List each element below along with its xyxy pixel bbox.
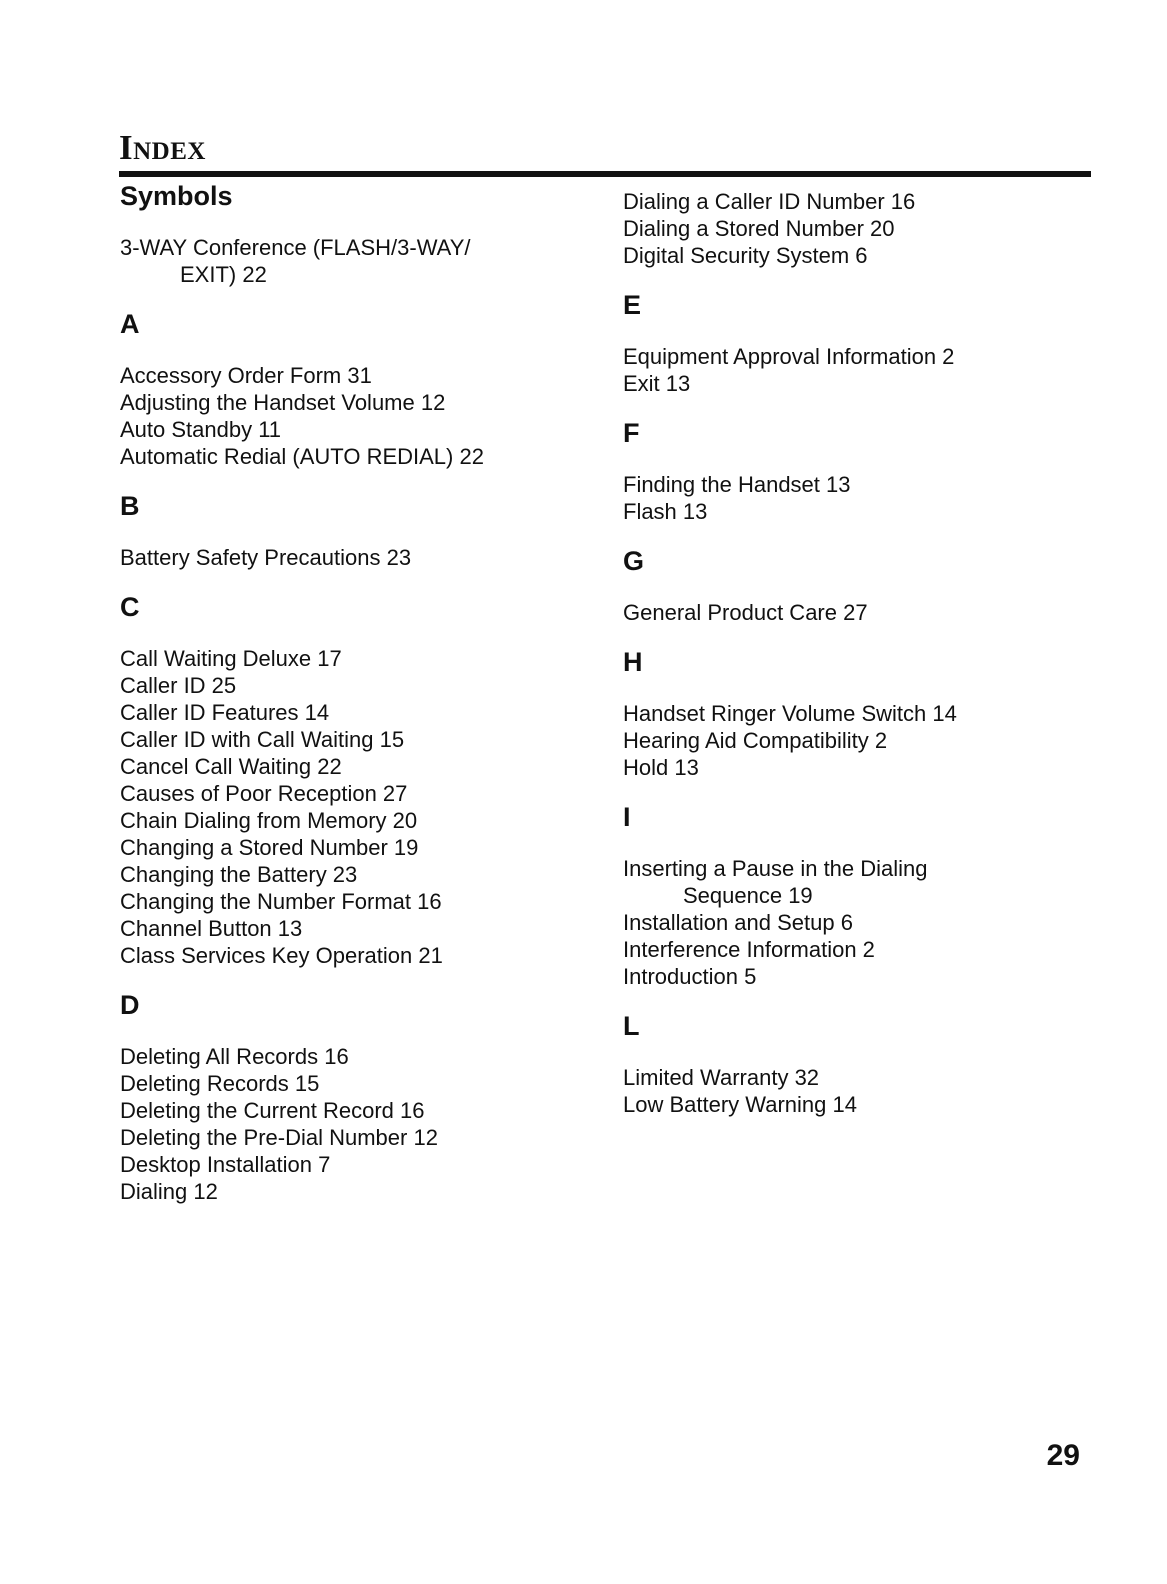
- index-entry: Adjusting the Handset Volume 12: [120, 390, 446, 415]
- index-entry: Auto Standby 11: [120, 417, 282, 442]
- index-entry: Caller ID Features 14: [120, 700, 330, 725]
- index-entry-line: Inserting a Pause in the Dialing: [623, 856, 928, 881]
- index-entry: Limited Warranty 32: [623, 1065, 820, 1090]
- page-title: Index: [119, 128, 206, 167]
- index-entry: Hearing Aid Compatibility 2: [623, 728, 888, 753]
- index-entry: Cancel Call Waiting 22: [120, 754, 342, 779]
- index-entry: Accessory Order Form 31: [120, 363, 372, 388]
- section-heading-b: B: [120, 491, 140, 521]
- section-entries-b: [120, 544, 590, 571]
- section-entries-h: [623, 700, 1093, 781]
- section-heading-a: A: [120, 309, 140, 339]
- index-entry-line: 3-WAY Conference (FLASH/3-WAY/: [120, 235, 471, 260]
- section-entries-c: [120, 645, 590, 969]
- index-entry: Deleting Records 15: [120, 1071, 320, 1096]
- section-entries-e: [623, 343, 1093, 397]
- section-entries-i: [623, 855, 1093, 990]
- index-entry: Changing the Number Format 16: [120, 889, 442, 914]
- index-entry: Interference Information 2: [623, 937, 875, 962]
- index-entry: Dialing 12: [120, 1179, 218, 1204]
- index-column-left: [120, 178, 590, 1205]
- index-entry: Call Waiting Deluxe 17: [120, 646, 342, 671]
- index-entry: Caller ID with Call Waiting 15: [120, 727, 405, 752]
- section-heading-d: D: [120, 990, 140, 1020]
- index-entry: Dialing a Caller ID Number 16: [623, 189, 916, 214]
- index-entry-continuation: EXIT) 22: [180, 262, 267, 287]
- section-heading-h: H: [623, 647, 643, 677]
- index-entry: Finding the Handset 13: [623, 472, 851, 497]
- index-entry: Digital Security System 6: [623, 243, 868, 268]
- index-entry: Changing a Stored Number 19: [120, 835, 419, 860]
- index-entry: Chain Dialing from Memory 20: [120, 808, 418, 833]
- index-entry: Deleting the Current Record 16: [120, 1098, 425, 1123]
- section-heading-symbols: Symbols: [120, 181, 233, 211]
- page-number: 29: [1046, 1439, 1080, 1472]
- section-heading-c: C: [120, 592, 140, 622]
- index-entry: Deleting All Records 16: [120, 1044, 349, 1069]
- section-entries-d: [120, 1043, 590, 1205]
- index-entry: Exit 13: [623, 371, 691, 396]
- index-entry: Deleting the Pre-Dial Number 12: [120, 1125, 438, 1150]
- section-entries-l: [623, 1064, 1093, 1118]
- index-entry: Automatic Redial (AUTO REDIAL) 22: [120, 444, 484, 469]
- section-heading-l: L: [623, 1011, 640, 1041]
- index-entry: Introduction 5: [623, 964, 757, 989]
- index-entry: Dialing a Stored Number 20: [623, 216, 895, 241]
- index-entry: Causes of Poor Reception 27: [120, 781, 408, 806]
- section-entries-symbols: [120, 234, 590, 288]
- section-entries-d-continued: [623, 188, 1093, 269]
- index-entry: Low Battery Warning 14: [623, 1092, 857, 1117]
- index-column-right: [623, 178, 1093, 1118]
- index-entry: Class Services Key Operation 21: [120, 943, 443, 968]
- index-entry: Handset Ringer Volume Switch 14: [623, 701, 957, 726]
- index-entry: Hold 13: [623, 755, 699, 780]
- section-entries-g: [623, 599, 1093, 626]
- index-entry: Caller ID 25: [120, 673, 237, 698]
- section-heading-i: I: [623, 802, 631, 832]
- index-entry: Changing the Battery 23: [120, 862, 358, 887]
- index-entry: Desktop Installation 7: [120, 1152, 331, 1177]
- index-entry: General Product Care 27: [623, 600, 868, 625]
- section-heading-f: F: [623, 418, 640, 448]
- index-entry: Channel Button 13: [120, 916, 303, 941]
- title-rule: [119, 171, 1091, 177]
- index-entry: [623, 855, 1093, 909]
- section-entries-a: [120, 362, 590, 470]
- index-entry: Flash 13: [623, 499, 708, 524]
- section-heading-e: E: [623, 290, 642, 320]
- section-entries-f: [623, 471, 1093, 525]
- index-entry: [120, 234, 590, 288]
- index-entry-continuation: Sequence 19: [683, 883, 813, 908]
- index-entry: Equipment Approval Information 2: [623, 344, 955, 369]
- section-heading-g: G: [623, 546, 645, 576]
- index-entry: Battery Safety Precautions 23: [120, 545, 412, 570]
- index-entry: Installation and Setup 6: [623, 910, 853, 935]
